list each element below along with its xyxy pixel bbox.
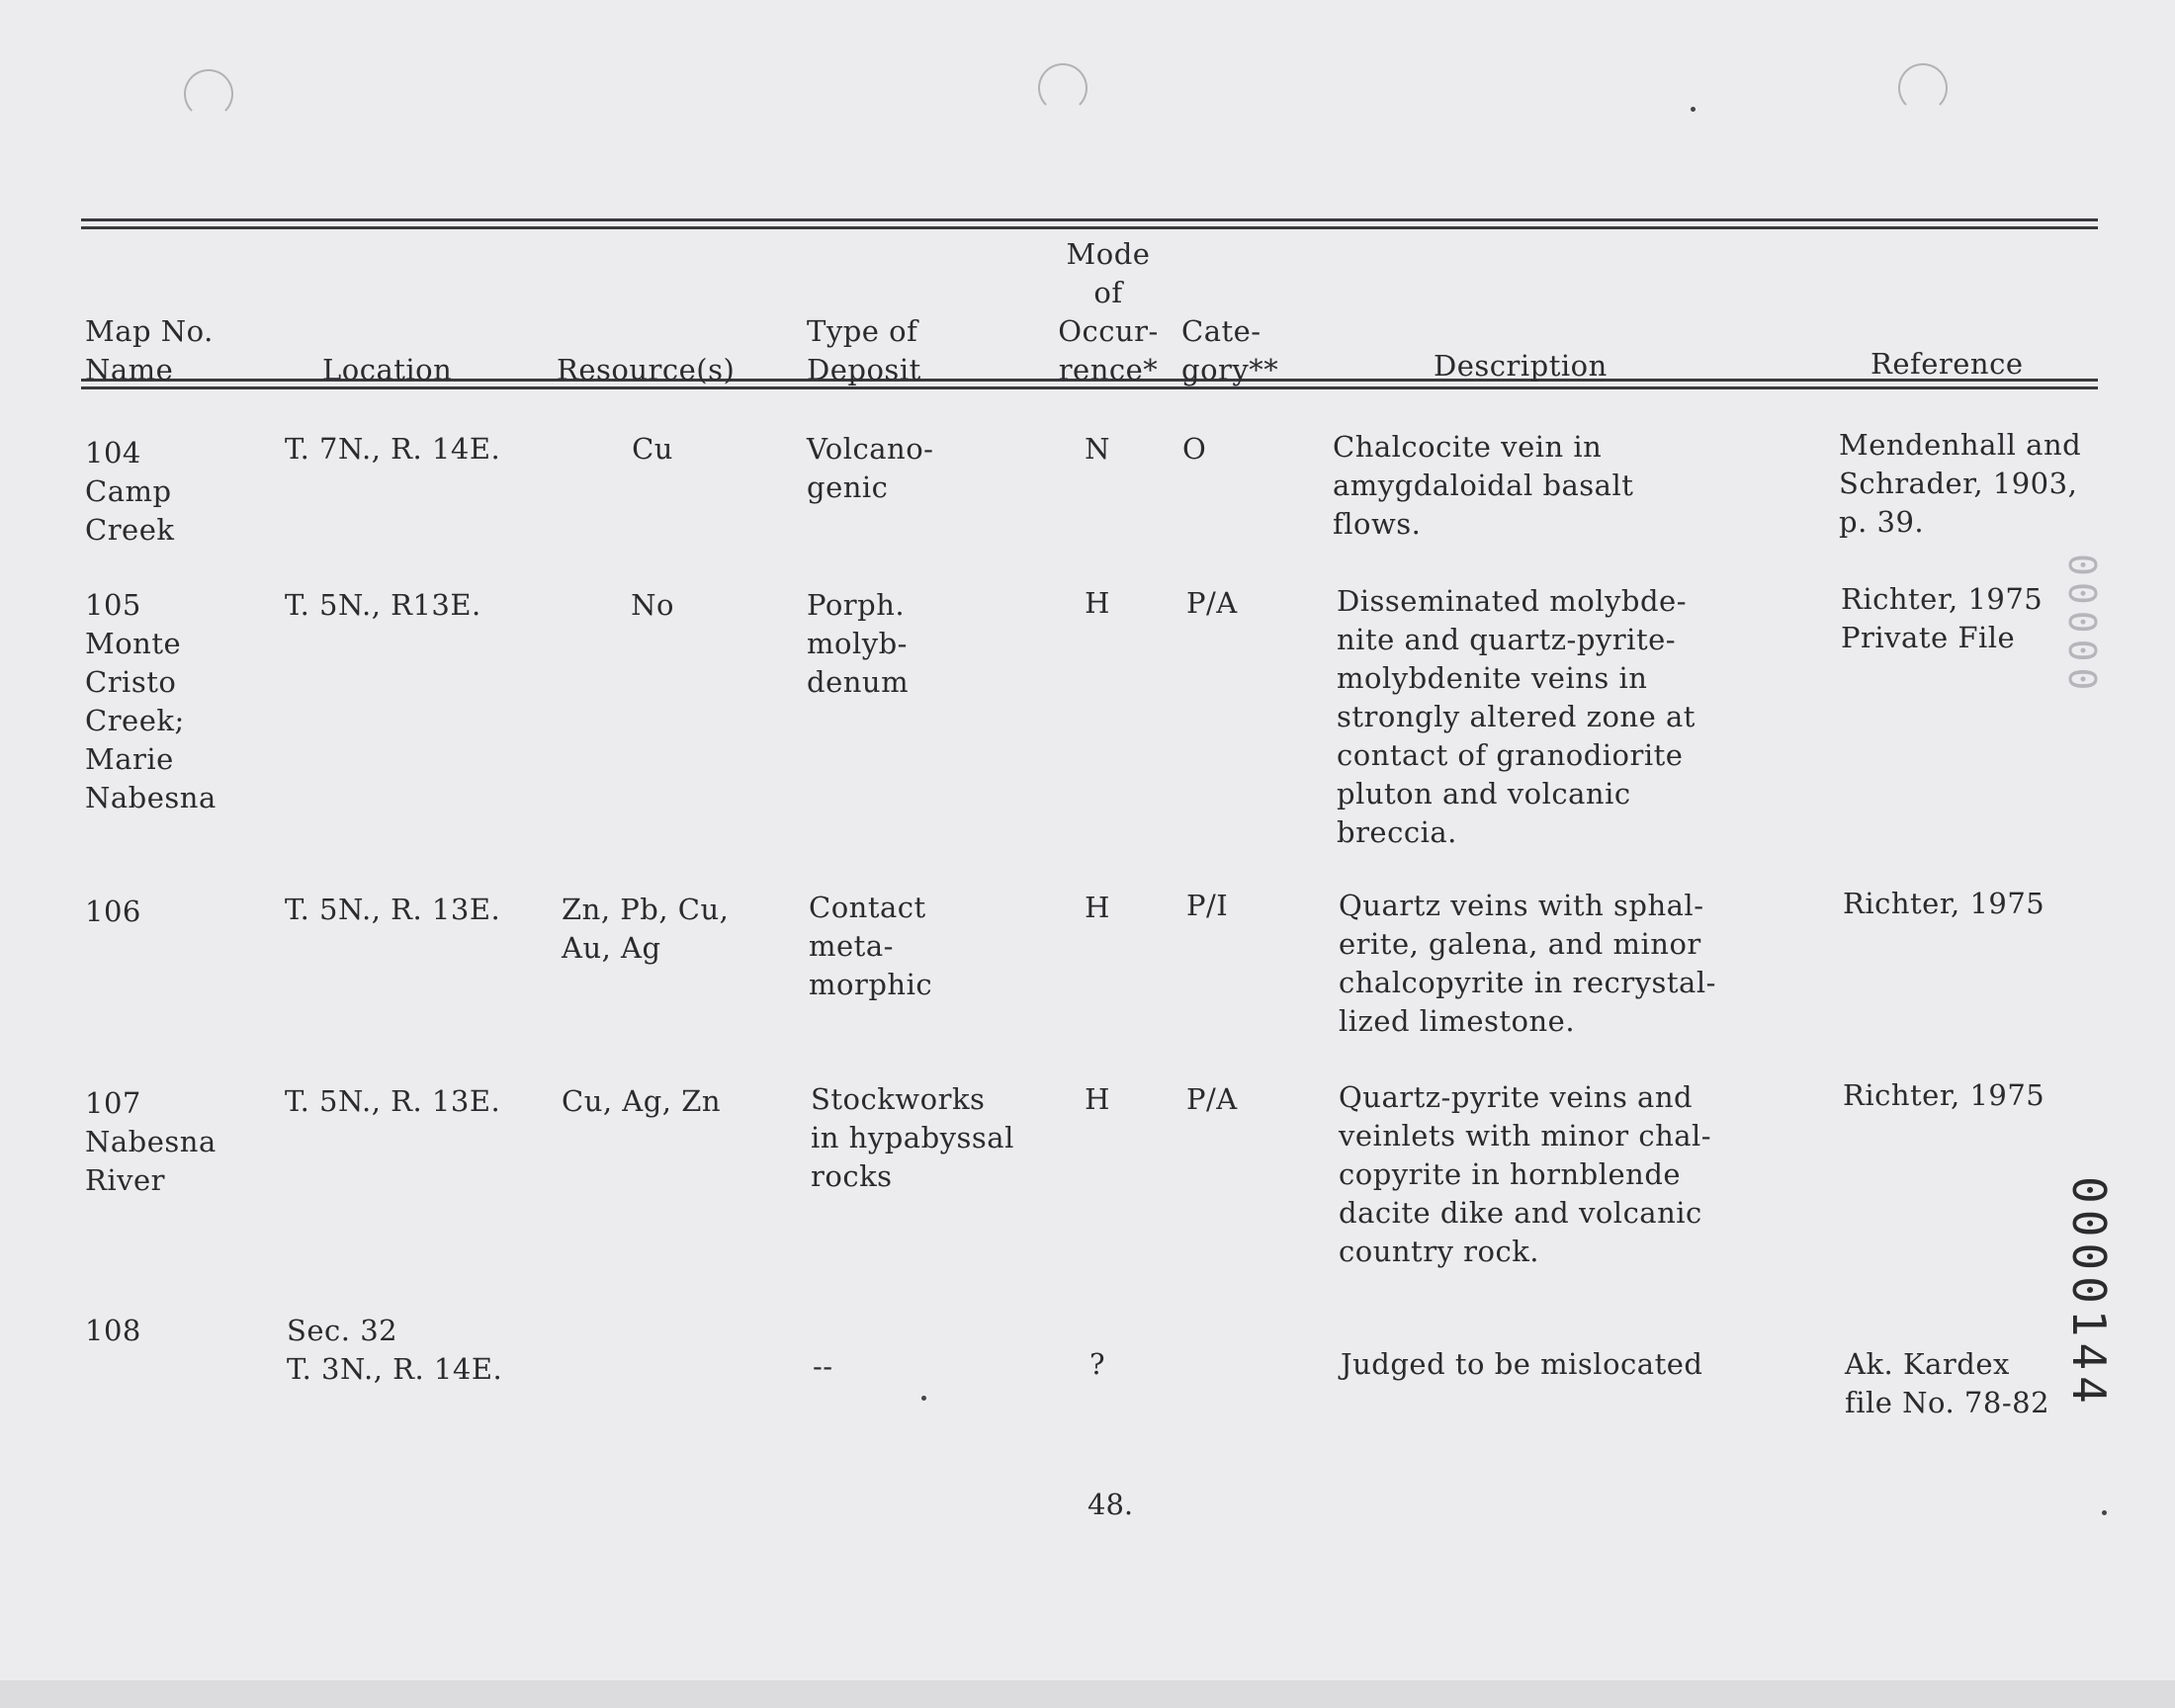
header-category: Cate- gory** (1181, 314, 1279, 386)
cell-reference: Mendenhall and Schrader, 1903, p. 39. (1839, 428, 2082, 539)
cell-reference: Richter, 1975 Private File (1841, 582, 2044, 654)
cell-map-no: 107 Nabesna River (85, 1086, 217, 1197)
cell-location: T. 7N., R. 14E. (285, 432, 501, 466)
cell-mode: H (1085, 586, 1110, 620)
cell-mode: ? (1088, 1347, 1106, 1381)
page-number: 48. (1088, 1488, 1134, 1521)
cell-mode: H (1085, 891, 1110, 924)
cell-resources: Zn, Pb, Cu, Au, Ag (562, 893, 730, 965)
cell-location: T. 5N., R13E. (285, 588, 481, 622)
cell-deposit-type: Stockworks in hypabyssal rocks (811, 1082, 1014, 1193)
cell-map-no: 105 Monte Cristo Creek; Marie Nabesna (85, 588, 217, 814)
cell-description: Quartz-pyrite veins and veinlets with minor chal- copyrite in hornblende dacite dike and volcanic country rock. (1339, 1080, 1712, 1268)
cell-deposit-type: Porph. molyb- denum (807, 588, 910, 699)
punch-hole-left (184, 69, 233, 119)
cell-description: Judged to be mislocated (1341, 1347, 1703, 1381)
cell-deposit-type: -- (813, 1349, 833, 1383)
header-map-no: Map No. Name (85, 314, 214, 386)
header-resources: Resource(s) (557, 353, 736, 386)
cell-map-no: 106 (85, 895, 141, 928)
punch-hole-center (1038, 63, 1088, 113)
cell-category: P/I (1186, 889, 1229, 922)
cell-reference: Richter, 1975 (1843, 887, 2045, 920)
header-deposit-type: Type of Deposit (807, 314, 921, 386)
cell-mode: H (1085, 1082, 1110, 1116)
header-description: Description (1434, 349, 1608, 383)
cell-category: O (1182, 432, 1207, 466)
cell-map-no: 104 Camp Creek (85, 436, 175, 547)
scan-speck (2102, 1510, 2107, 1515)
header-reference: Reference (1870, 347, 2024, 381)
cell-description: Chalcocite vein in amygdaloidal basalt flows. (1333, 430, 1634, 541)
bleed-through-stamp: 00000 (2060, 554, 2104, 697)
cell-description: Quartz veins with sphal- erite, galena, and minor chalcopyrite in recrystal- lized limestone. (1339, 889, 1716, 1038)
cell-description: Disseminated molybde- nite and quartz-pyrite- molybdenite veins in strongly altered zone at contact of granodiorite pluton and volcanic breccia. (1337, 584, 1696, 849)
cell-category: P/A (1186, 586, 1238, 620)
scan-speck (1691, 107, 1696, 112)
cell-deposit-type: Contact meta- morphic (809, 891, 933, 1001)
cell-resources: No (631, 588, 674, 622)
cell-location: T. 5N., R. 13E. (285, 893, 501, 926)
cell-resources: Cu (632, 432, 673, 466)
cell-reference: Ak. Kardex file No. 78-82 (1845, 1347, 2050, 1419)
header-mode: Mode of Occur- rence* (1058, 237, 1159, 386)
cell-reference: Richter, 1975 (1843, 1078, 2045, 1112)
cell-category: P/A (1186, 1082, 1238, 1116)
microfilm-frame-stamp: 0000144 (2062, 1176, 2116, 1409)
top-rule-secondary (81, 226, 2098, 229)
scan-border (0, 1680, 2175, 1708)
cell-location: T. 5N., R. 13E. (285, 1084, 501, 1118)
top-rule (81, 218, 2098, 221)
cell-mode: N (1085, 432, 1110, 466)
cell-map-no: 108 (85, 1314, 141, 1347)
cell-deposit-type: Volcano- genic (807, 432, 934, 504)
scan-speck (921, 1396, 926, 1401)
cell-resources: Cu, Ag, Zn (562, 1084, 722, 1118)
punch-hole-right (1898, 63, 1948, 113)
cell-location: Sec. 32 T. 3N., R. 14E. (287, 1314, 503, 1386)
header-location: Location (322, 353, 453, 386)
